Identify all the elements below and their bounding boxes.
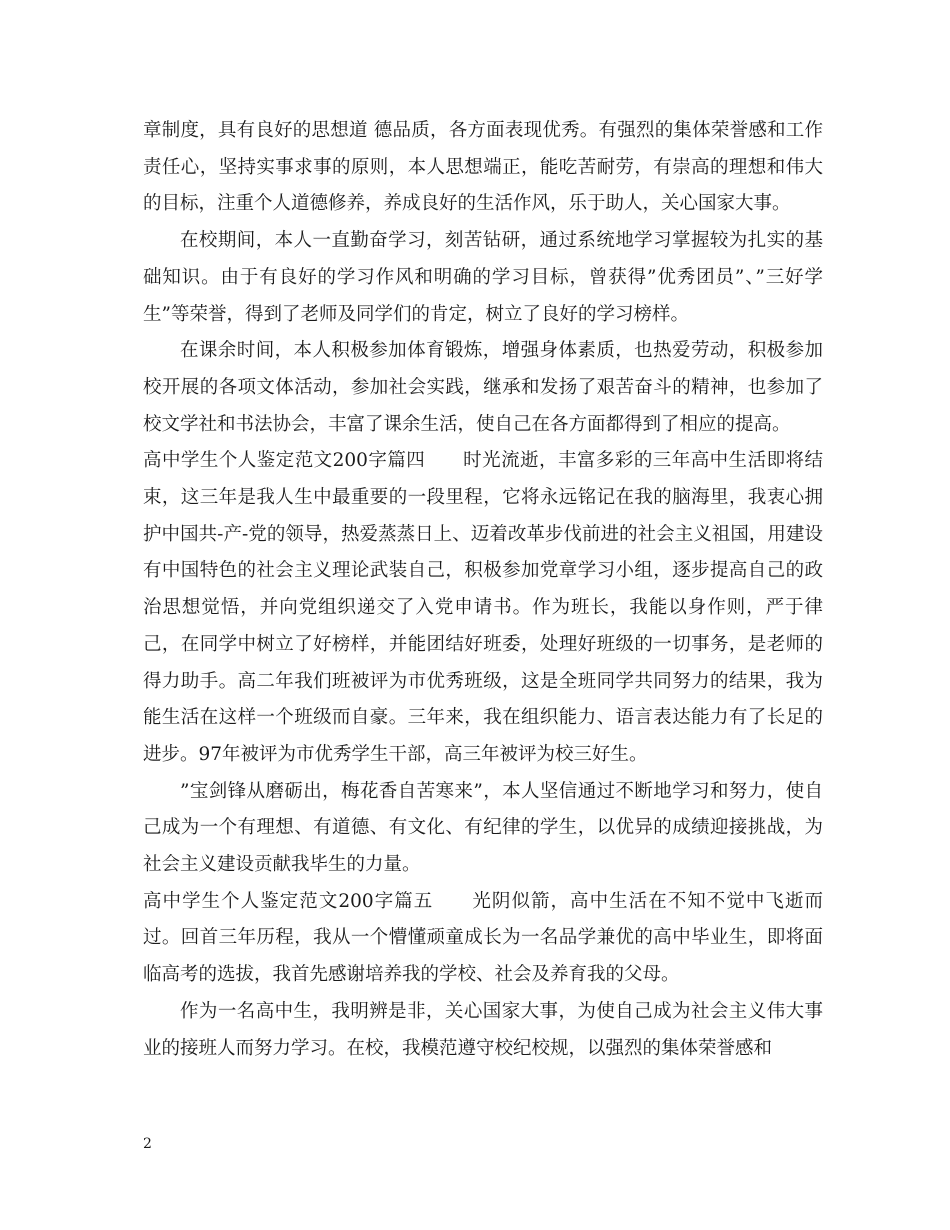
paragraph-extracurricular: 在课余时间，本人积极参加体育锻炼，增强身体素质，也热爱劳动，积极参加校开展的各项文体活动，参加社会实践，继承和发扬了艰苦奋斗的精神，也参加了校文学社和书法协会，丰富了课余生活，使自己在各方面都得到了相应的提高。	[143, 340, 823, 435]
paragraph-high-school-student: 作为一名高中生，我明辨是非，关心国家大事，为使自己成为社会主义伟大事业的接班人而努力学习。在校，我模范遵守校纪校规，以强烈的集体荣誉感和	[143, 1000, 823, 1059]
body-text	[143, 113, 823, 1067]
paragraph-motto: ”宝剑锋从磨砺出，梅花香自苦寒来”，本人坚信通过不断地学习和努力，使自己成为一个有理想、有道德、有文化、有纪律的学生，以优异的成绩迎接挑战，为社会主义建设贡献我毕生的力量。	[143, 780, 823, 876]
paragraph-continuation: 章制度，具有良好的思想道 德品质，各方面表现优秀。有强烈的集体荣誉感和工作责任心，坚持实事求事的原则，本人思想端正，能吃苦耐劳，有崇高的理想和伟大的目标，注重个人道德修养，养成良好的生活作风，乐于助人，关心国家大事。	[143, 120, 823, 215]
paragraph-section-four: 高中学生个人鉴定范文200字篇四 时光流逝，丰富多彩的三年高中生活即将结束，这三年是我人生中最重要的一段里程，它将永远铭记在我的脑海里，我衷心拥护中国共-产-党的领导，热爱蒸蒸日上、迈着改革步伐前进的社会主义祖国，用建设有中国特色的社会主义理论武装自己，积极参加党章学习小组，逐步提高自己的政治思想觉悟，并向党组织递交了入党申请书。作为班长，我能以身作则，严于律己，在同学中树立了好榜样，并能团结好班委，处理好班级的一切事务，是老师的得力助手。高二年我们班被评为市优秀班级，这是全班同学共同努力的结果，我为能生活在这样一个班级而自豪。三年来，我在组织能力、语言表达能力有了长足的进步。97年被评为市优秀学生干部，高三年被评为校三好生。	[143, 450, 823, 765]
paragraph-school-study: 在校期间，本人一直勤奋学习，刻苦钻研，通过系统地学习掌握较为扎实的基础知识。由于有良好的学习作风和明确的学习目标，曾获得”优秀团员”、”三好学生”等荣誉，得到了老师及同学们的肯定，树立了良好的学习榜样。	[143, 230, 823, 325]
paragraph-section-five: 高中学生个人鉴定范文200字篇五 光阴似箭，高中生活在不知不觉中飞逝而过。回首三年历程，我从一个懵懂顽童成长为一名品学兼优的高中毕业生，即将面临高考的选拔，我首先感谢培养我的学校、社会及养育我的父母。	[143, 890, 823, 986]
page-number: 2	[143, 1136, 152, 1152]
